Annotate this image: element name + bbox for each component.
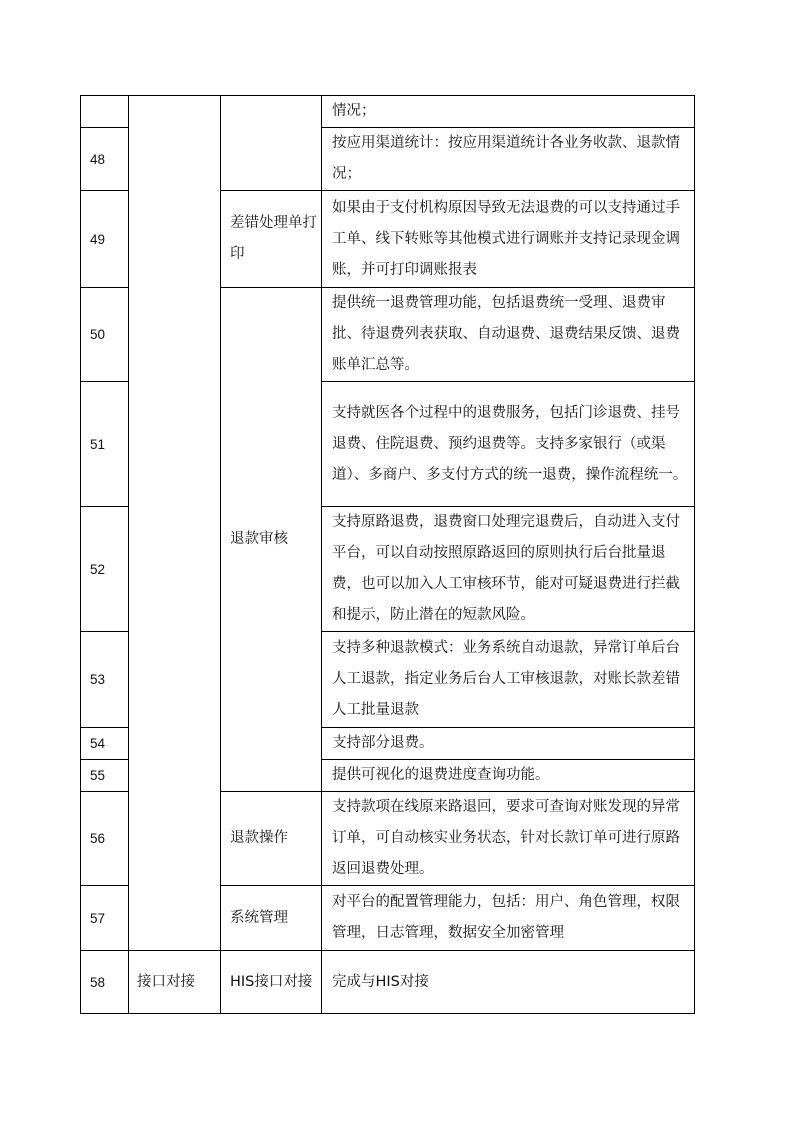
feature-cell-his-interface: HIS接口对接 <box>221 951 322 1014</box>
row-number: 57 <box>81 886 129 951</box>
description-cell: 支持多种退款模式：业务系统自动退款，异常订单后台人工退款，指定业务后台人工审核退款，对账长款差错人工批量退款 <box>322 632 695 728</box>
feature-cell <box>221 96 322 191</box>
description-cell: 支持原路退费，退费窗口处理完退费后，自动进入支付平台，可以自动按照原路返回的原则执行后台批量退费，也可以加入人工审核环节，能对可疑退费进行拦截和提示，防止潜在的短款风险。 <box>322 507 695 632</box>
description-cell: 对平台的配置管理能力，包括：用户、角色管理，权限管理，日志管理，数据安全加密管理 <box>322 886 695 951</box>
description-cell: 完成与HIS对接 <box>322 951 695 1014</box>
row-number: 50 <box>81 288 129 382</box>
feature-cell-error-print: 差错处理单打印 <box>221 191 322 288</box>
description-cell: 如果由于支付机构原因导致无法退费的可以支持通过手工单、线下转账等其他模式进行调账并支持记录现金调账，并可打印调账报表 <box>322 191 695 288</box>
row-number: 58 <box>81 951 129 1014</box>
category-cell <box>129 96 221 951</box>
feature-cell-refund-operation: 退款操作 <box>221 792 322 886</box>
requirements-table <box>80 95 695 1014</box>
row-number: 48 <box>81 128 129 191</box>
row-number: 49 <box>81 191 129 288</box>
row-number <box>81 96 129 128</box>
description-cell: 按应用渠道统计：按应用渠道统计各业务收款、退款情况； <box>322 128 695 191</box>
description-cell: 支持部分退费。 <box>322 728 695 760</box>
row-number: 54 <box>81 728 129 760</box>
row-number: 51 <box>81 382 129 507</box>
table-row <box>81 951 695 1014</box>
feature-cell-system-management: 系统管理 <box>221 886 322 951</box>
row-number: 52 <box>81 507 129 632</box>
row-number: 53 <box>81 632 129 728</box>
description-cell: 情况； <box>322 96 695 128</box>
table-row <box>81 96 695 128</box>
description-cell: 支持就医各个过程中的退费服务，包括门诊退费、挂号退费、住院退费、预约退费等。支持多家银行（或渠道）、多商户、多支付方式的统一退费，操作流程统一。 <box>322 382 695 507</box>
description-cell: 支持款项在线原来路退回，要求可查询对账发现的异常订单，可自动核实业务状态，针对长款订单可进行原路返回退费处理。 <box>322 792 695 886</box>
feature-cell-refund-review: 退款审核 <box>221 288 322 792</box>
description-cell: 提供可视化的退费进度查询功能。 <box>322 760 695 792</box>
row-number: 56 <box>81 792 129 886</box>
description-cell: 提供统一退费管理功能，包括退费统一受理、退费审批、待退费列表获取、自动退费、退费结果反馈、退费账单汇总等。 <box>322 288 695 382</box>
category-cell-interface: 接口对接 <box>129 951 221 1014</box>
row-number: 55 <box>81 760 129 792</box>
